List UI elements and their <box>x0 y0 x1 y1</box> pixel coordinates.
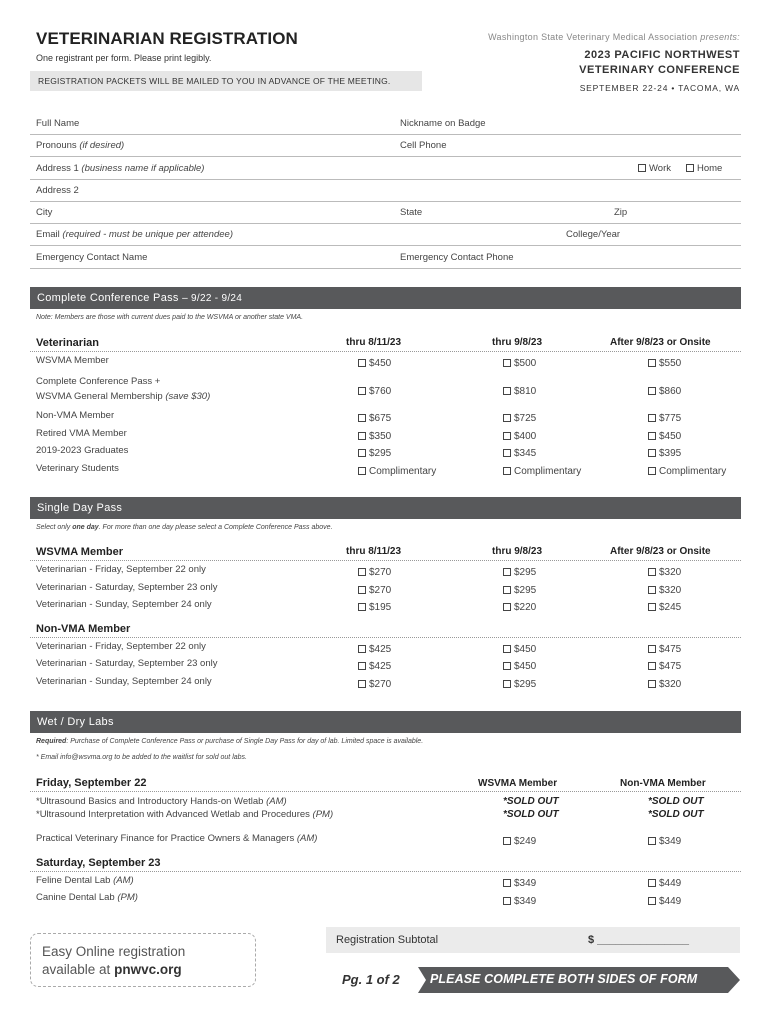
cell-phone-label: Cell Phone <box>400 140 447 151</box>
registration-url[interactable]: pnwvc.org <box>114 962 182 977</box>
college-year-label: College/Year <box>566 229 621 240</box>
form-subtitle: One registrant per form. Please print legibly. <box>36 53 212 63</box>
checkbox-icon <box>503 568 511 576</box>
col-wsvma-member-heading: WSVMA Member <box>478 778 558 789</box>
price-value: $449 <box>659 896 682 907</box>
address2-label: Address 2 <box>36 185 79 196</box>
checkbox-icon <box>503 387 511 395</box>
price-value: $295 <box>514 585 537 596</box>
price-value: $350 <box>369 431 392 442</box>
state-field[interactable] <box>400 207 422 218</box>
price-option[interactable] <box>503 585 536 596</box>
price-value: $220 <box>514 602 537 613</box>
price-option[interactable] <box>648 896 681 907</box>
conference-name-line1: 2023 PACIFIC NORTHWEST <box>584 49 740 61</box>
day-pass-row-label: Veterinarian - Sunday, September 24 only <box>36 676 212 687</box>
note-suffix: . For more than one day please select a Complete Conference Pass above. <box>98 524 333 531</box>
price-option[interactable] <box>648 661 681 672</box>
price-option[interactable] <box>503 878 536 889</box>
col-regular-heading: thru 9/8/23 <box>492 337 543 348</box>
checkbox-icon <box>648 432 656 440</box>
lab-name: Canine Dental Lab <box>36 892 115 903</box>
lab-session-tag: (PM) <box>117 892 138 903</box>
checkbox-icon <box>648 680 656 688</box>
price-option[interactable] <box>503 836 536 847</box>
city-label: City <box>36 207 53 218</box>
single-day-section-header <box>30 497 741 519</box>
price-option[interactable] <box>358 644 391 655</box>
lab-session-tag: (AM) <box>296 833 318 844</box>
sold-out-status <box>648 795 704 821</box>
price-value: $295 <box>514 679 537 690</box>
pronouns-label: Pronouns <box>36 140 77 151</box>
checkbox-icon <box>358 449 366 457</box>
checkbox-icon <box>503 359 511 367</box>
complete-pass-dates: – 9/22 - 9/24 <box>182 293 243 304</box>
page-number: Pg. 1 of 2 <box>342 972 400 987</box>
checkbox-icon <box>503 879 511 887</box>
conference-name-line2: VETERINARY CONFERENCE <box>579 64 740 76</box>
price-option[interactable] <box>358 567 391 578</box>
price-value: $475 <box>659 661 682 672</box>
dotted-divider <box>30 871 741 872</box>
dotted-divider <box>30 560 741 561</box>
checkbox-icon <box>358 645 366 653</box>
checkbox-icon <box>648 414 656 422</box>
note-prefix: Select only <box>36 524 71 531</box>
price-option[interactable] <box>648 358 681 369</box>
price-value: $249 <box>514 836 537 847</box>
price-value: $395 <box>659 448 682 459</box>
presents-word: presents: <box>700 32 740 42</box>
col-onsite-heading: After 9/8/23 or Onsite <box>610 546 711 557</box>
col-early-heading: thru 8/11/23 <box>346 546 402 557</box>
friday-heading: Friday, September 22 <box>36 777 147 789</box>
online-registration-callout <box>30 933 256 987</box>
price-value: $349 <box>514 896 537 907</box>
url-prefix: available at <box>42 962 111 977</box>
price-option[interactable] <box>648 585 681 596</box>
easy-registration-line: Easy Online registration <box>42 944 186 959</box>
lab-name: *Ultrasound Interpretation with Advanced Wetlab and Procedures <box>36 809 310 820</box>
wsvma-group-heading: WSVMA Member <box>36 546 123 558</box>
lab-session-tag: (PM) <box>312 809 334 820</box>
savings-note: (save $30) <box>165 391 211 402</box>
pronouns-field[interactable] <box>36 140 124 151</box>
price-value: $450 <box>659 431 682 442</box>
subtotal-field[interactable]: $ _______________ <box>588 934 689 946</box>
address1-note: (business name if applicable) <box>81 163 205 174</box>
checkbox-icon <box>358 432 366 440</box>
mailing-notice: REGISTRATION PACKETS WILL BE MAILED TO YOU IN ADVANCE OF THE MEETING. <box>30 71 422 91</box>
membership-text: WSVMA General Membership <box>36 391 163 402</box>
nickname-field[interactable] <box>400 118 486 129</box>
subtotal-label: Registration Subtotal <box>336 934 439 946</box>
checkbox-icon <box>686 164 694 172</box>
email-field[interactable] <box>36 229 233 240</box>
sold-out-status <box>503 795 559 821</box>
checkbox-icon <box>503 680 511 688</box>
checkbox-icon <box>648 387 656 395</box>
price-option[interactable] <box>503 386 536 397</box>
lab-label <box>36 833 317 844</box>
single-day-note <box>36 524 333 531</box>
lab-label <box>36 875 134 886</box>
conference-date: SEPTEMBER 22-24 • TACOMA, WA <box>579 83 740 93</box>
price-option[interactable] <box>358 585 391 596</box>
price-value: $349 <box>514 878 537 889</box>
price-option[interactable] <box>358 679 391 690</box>
work-label: Work <box>649 163 671 174</box>
price-option[interactable] <box>648 602 681 613</box>
price-option[interactable] <box>503 602 536 613</box>
price-option[interactable] <box>503 358 536 369</box>
price-value: $450 <box>369 358 392 369</box>
city-field[interactable] <box>36 207 52 218</box>
price-value: $320 <box>659 567 682 578</box>
cell-phone-field[interactable] <box>400 140 446 151</box>
checkbox-icon <box>648 837 656 845</box>
field-divider <box>30 223 741 224</box>
price-value: $450 <box>514 644 537 655</box>
price-option[interactable] <box>358 358 391 369</box>
day-pass-row-label: Veterinarian - Friday, September 22 only <box>36 641 206 652</box>
price-value: $400 <box>514 431 537 442</box>
price-option[interactable] <box>648 644 681 655</box>
saturday-heading: Saturday, September 23 <box>36 857 161 869</box>
field-divider <box>30 134 741 135</box>
required-word: Required <box>36 738 67 745</box>
emergency-name-label: Emergency Contact Name <box>36 252 148 263</box>
price-option[interactable] <box>648 878 681 889</box>
checkbox-icon <box>648 359 656 367</box>
price-value: $295 <box>369 448 392 459</box>
price-value: $425 <box>369 661 392 672</box>
price-value: $270 <box>369 585 392 596</box>
price-value: Complimentary <box>369 466 437 477</box>
checkbox-icon <box>648 586 656 594</box>
day-pass-row-label: Veterinarian - Friday, September 22 only <box>36 564 206 575</box>
checkbox-icon <box>358 662 366 670</box>
work-checkbox[interactable] <box>638 163 671 174</box>
sold-out-text: *SOLD OUT <box>648 796 704 807</box>
col-regular-heading: thru 9/8/23 <box>492 546 543 557</box>
price-value: $320 <box>659 585 682 596</box>
email-note: (required - must be unique per attendee) <box>62 229 233 240</box>
price-value: $449 <box>659 878 682 889</box>
price-option[interactable] <box>358 413 391 424</box>
pass-plus-membership-label: Complete Conference Pass + <box>36 376 161 387</box>
zip-field[interactable] <box>614 207 627 218</box>
price-value: $349 <box>659 836 682 847</box>
price-option[interactable] <box>503 431 536 442</box>
price-value: $760 <box>369 386 392 397</box>
checkbox-icon <box>503 449 511 457</box>
checkbox-icon <box>358 387 366 395</box>
price-value: $425 <box>369 644 392 655</box>
checkbox-icon <box>648 897 656 905</box>
veterinarian-group-heading: Veterinarian <box>36 337 99 349</box>
checkbox-icon <box>358 603 366 611</box>
price-value: $320 <box>659 679 682 690</box>
non-vma-group-heading: Non-VMA Member <box>36 623 131 635</box>
labs-requirement-note <box>36 738 423 745</box>
checkbox-icon <box>358 359 366 367</box>
col-early-heading: thru 8/11/23 <box>346 337 402 348</box>
complete-both-sides-banner: PLEASE COMPLETE BOTH SIDES OF FORM <box>430 972 698 986</box>
presenter-line <box>488 32 740 42</box>
price-option[interactable] <box>648 466 726 477</box>
checkbox-icon <box>638 164 646 172</box>
price-value: $775 <box>659 413 682 424</box>
price-value: $860 <box>659 386 682 397</box>
complete-pass-section-header <box>30 287 741 309</box>
price-option[interactable] <box>358 661 391 672</box>
day-pass-row-label: Veterinarian - Saturday, September 23 only <box>36 582 218 593</box>
lab-session-tag: (AM) <box>113 875 134 886</box>
field-divider <box>30 201 741 202</box>
checkbox-icon <box>503 586 511 594</box>
lab-label <box>36 809 333 820</box>
price-value: $450 <box>514 661 537 672</box>
col-onsite-heading: After 9/8/23 or Onsite <box>610 337 711 348</box>
price-value: $675 <box>369 413 392 424</box>
lab-name: *Ultrasound Basics and Introductory Hands-on Wetlab <box>36 796 264 807</box>
price-option[interactable] <box>358 602 391 613</box>
price-option[interactable] <box>503 644 536 655</box>
lab-name: Feline Dental Lab <box>36 875 111 886</box>
conference-name <box>579 48 740 78</box>
price-value: $725 <box>514 413 537 424</box>
sold-out-text: *SOLD OUT <box>503 796 559 807</box>
graduates-label: 2019-2023 Graduates <box>36 445 129 456</box>
checkbox-icon <box>503 467 511 475</box>
price-option[interactable] <box>503 679 536 690</box>
field-divider <box>30 156 741 157</box>
emergency-name-field[interactable] <box>36 252 147 263</box>
full-name-label: Full Name <box>36 118 80 129</box>
member-note: Note: Members are those with current dues paid to the WSVMA or another state VMA. <box>36 314 304 321</box>
price-value: $270 <box>369 679 392 690</box>
col-non-vma-member-heading: Non-VMA Member <box>620 778 706 789</box>
price-option[interactable] <box>358 448 391 459</box>
checkbox-icon <box>503 897 511 905</box>
dotted-divider <box>30 351 741 352</box>
price-value: $195 <box>369 602 392 613</box>
day-pass-row-label: Veterinarian - Saturday, September 23 only <box>36 658 218 669</box>
checkbox-icon <box>648 568 656 576</box>
checkbox-icon <box>358 414 366 422</box>
price-option[interactable] <box>358 466 436 477</box>
dotted-divider <box>30 637 741 638</box>
price-option[interactable] <box>648 448 681 459</box>
labs-title: Wet / Dry Labs <box>37 716 114 728</box>
checkbox-icon <box>503 432 511 440</box>
registration-url-line <box>42 961 255 979</box>
requirement-text: : Purchase of Complete Conference Pass or purchase of Single Day Pass for day of lab. Limited space is available. <box>66 738 424 745</box>
checkbox-icon <box>648 603 656 611</box>
checkbox-icon <box>358 568 366 576</box>
price-value: $500 <box>514 358 537 369</box>
sold-out-text: *SOLD OUT <box>503 809 559 820</box>
home-checkbox[interactable] <box>686 163 722 174</box>
price-option[interactable] <box>503 466 581 477</box>
price-option[interactable] <box>503 448 536 459</box>
checkbox-icon <box>358 467 366 475</box>
waitlist-note: * Email info@wsvma.org to be added to the waitlist for sold out labs. <box>36 754 247 761</box>
home-label: Home <box>697 163 723 174</box>
price-option[interactable] <box>503 896 536 907</box>
pronouns-note: (if desired) <box>79 140 125 151</box>
checkbox-icon <box>358 586 366 594</box>
price-value: Complimentary <box>659 466 727 477</box>
price-option[interactable] <box>648 679 681 690</box>
checkbox-icon <box>503 662 511 670</box>
price-value: $270 <box>369 567 392 578</box>
field-divider <box>30 179 741 180</box>
price-value: $295 <box>514 567 537 578</box>
retired-vma-member-label: Retired VMA Member <box>36 428 127 439</box>
labs-section-header <box>30 711 741 733</box>
email-label: Email <box>36 229 60 240</box>
dotted-divider <box>30 791 741 792</box>
complete-pass-title: Complete Conference Pass <box>37 292 179 304</box>
price-option[interactable] <box>648 386 681 397</box>
price-value: $810 <box>514 386 537 397</box>
form-title: VETERINARIAN REGISTRATION <box>36 29 298 48</box>
price-value: $345 <box>514 448 537 459</box>
checkbox-icon <box>648 449 656 457</box>
lab-label <box>36 796 287 807</box>
price-option[interactable] <box>503 567 536 578</box>
price-option[interactable] <box>648 431 681 442</box>
price-value: $475 <box>659 644 682 655</box>
checkbox-icon <box>503 603 511 611</box>
price-value: $245 <box>659 602 682 613</box>
checkbox-icon <box>648 645 656 653</box>
sold-out-text: *SOLD OUT <box>648 809 704 820</box>
emergency-phone-label: Emergency Contact Phone <box>400 252 514 263</box>
non-vma-member-label: Non-VMA Member <box>36 410 115 421</box>
price-option[interactable] <box>648 836 681 847</box>
address1-label: Address 1 <box>36 163 79 174</box>
lab-label <box>36 892 138 903</box>
day-pass-row-label: Veterinarian - Sunday, September 24 only <box>36 599 212 610</box>
price-option[interactable] <box>648 567 681 578</box>
students-label: Veterinary Students <box>36 463 119 474</box>
state-label: State <box>400 207 423 218</box>
checkbox-icon <box>648 467 656 475</box>
price-option[interactable] <box>358 431 391 442</box>
lab-name: Practical Veterinary Finance for Practice Owners & Managers <box>36 833 295 844</box>
note-emphasis: one day <box>72 524 99 531</box>
address2-field[interactable] <box>36 185 79 196</box>
nickname-label: Nickname on Badge <box>400 118 486 129</box>
price-option[interactable] <box>503 413 536 424</box>
checkbox-icon <box>358 680 366 688</box>
college-year-field[interactable] <box>566 229 620 240</box>
price-value: $550 <box>659 358 682 369</box>
price-value: Complimentary <box>514 466 582 477</box>
emergency-phone-field[interactable] <box>400 252 514 263</box>
checkbox-icon <box>648 879 656 887</box>
price-option[interactable] <box>358 386 391 397</box>
field-divider <box>30 268 741 269</box>
price-option[interactable] <box>648 413 681 424</box>
field-divider <box>30 245 741 246</box>
lab-session-tag: (AM) <box>266 796 287 807</box>
full-name-field[interactable] <box>36 118 79 129</box>
zip-label: Zip <box>614 207 628 218</box>
presenter-org: Washington State Veterinary Medical Association <box>488 32 698 42</box>
single-day-title: Single Day Pass <box>37 502 123 514</box>
wsvma-member-label: WSVMA Member <box>36 355 109 366</box>
checkbox-icon <box>503 837 511 845</box>
registration-subtotal-bar <box>326 927 740 953</box>
checkbox-icon <box>648 662 656 670</box>
address1-field[interactable] <box>36 163 204 174</box>
checkbox-icon <box>503 414 511 422</box>
price-option[interactable] <box>503 661 536 672</box>
pass-plus-membership-label2 <box>36 391 210 402</box>
checkbox-icon <box>503 645 511 653</box>
